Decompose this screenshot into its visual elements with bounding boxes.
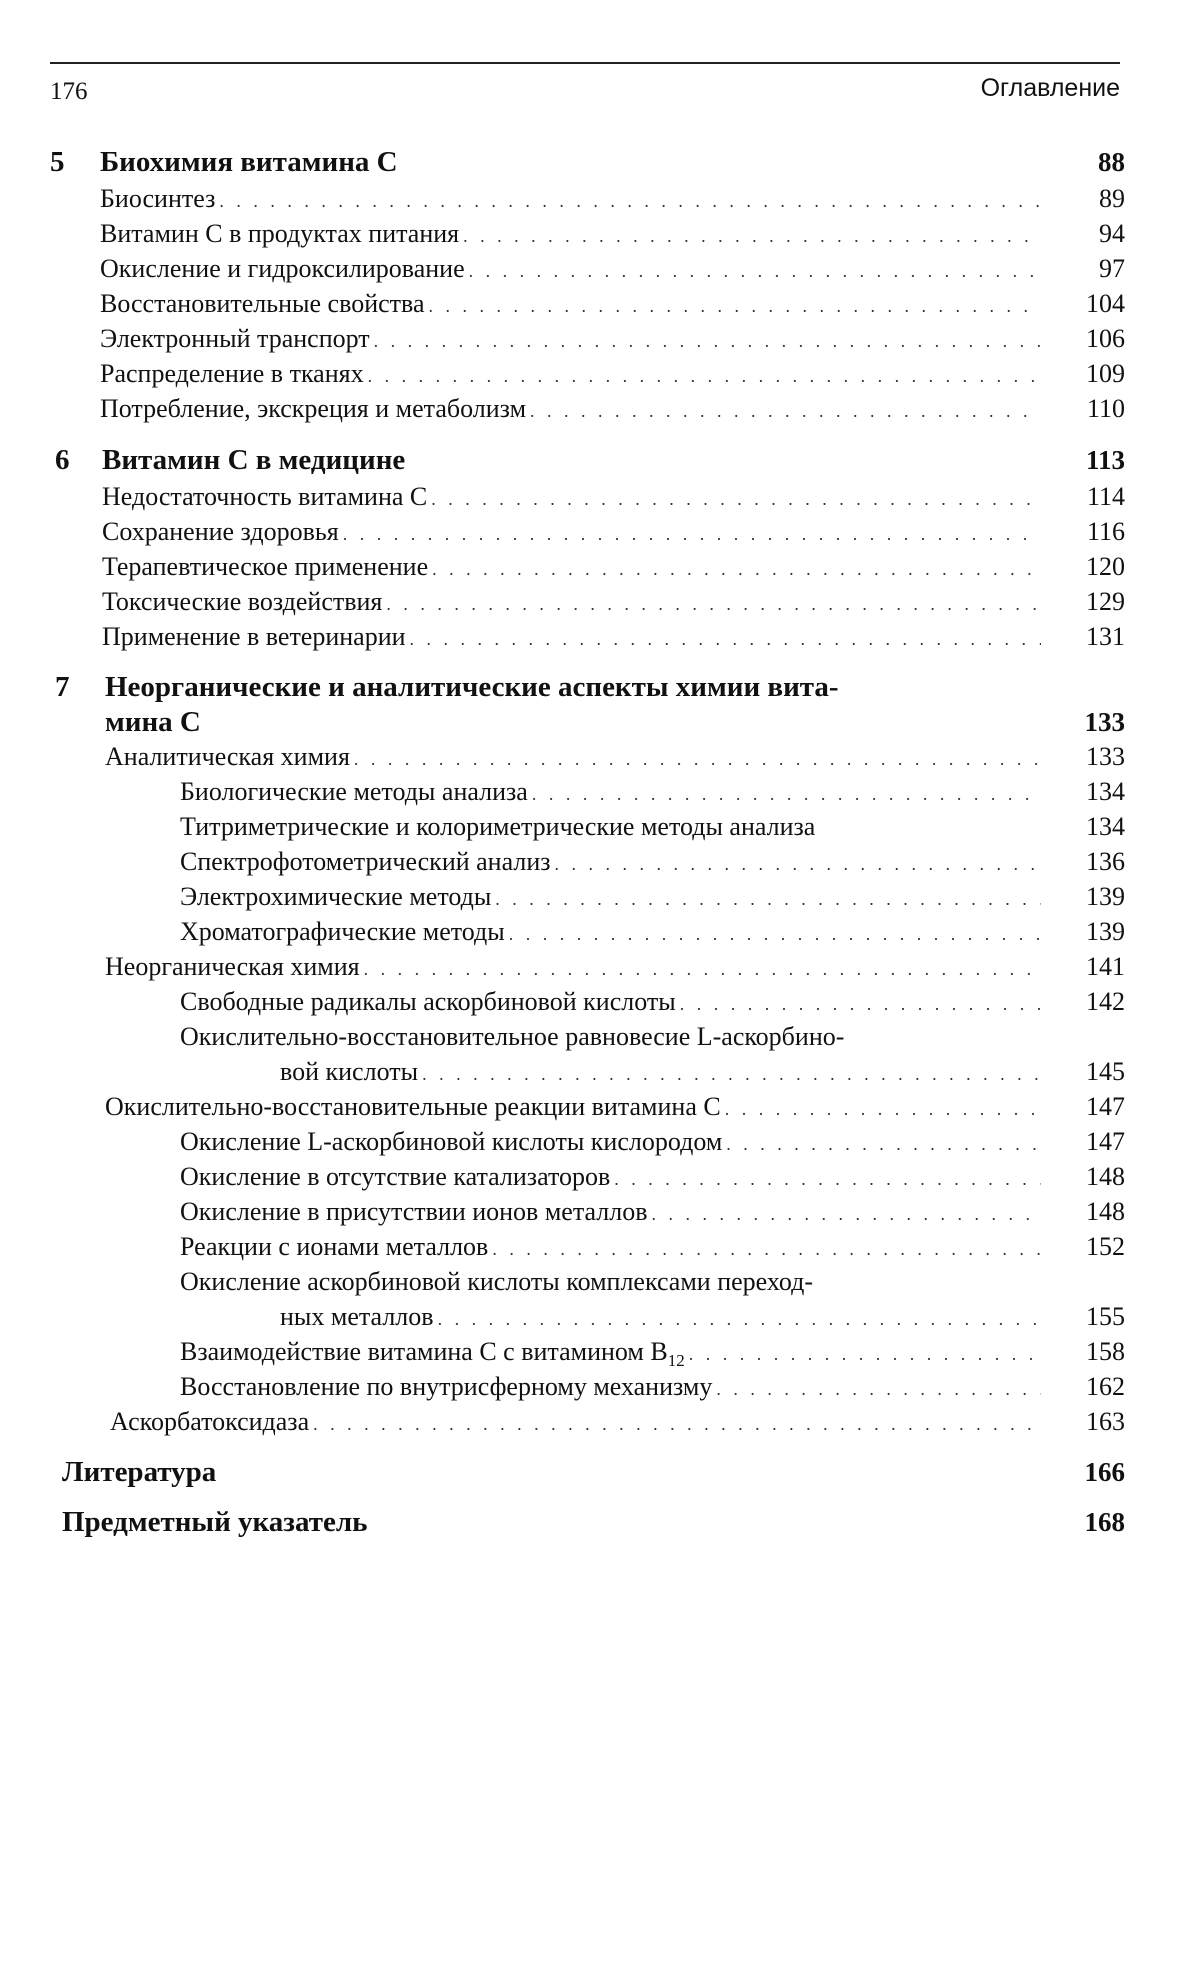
- leader-dots: [428, 289, 1041, 323]
- entry-page: 142: [1086, 987, 1125, 1016]
- leader-dots: [219, 184, 1041, 218]
- leader-dots: [530, 394, 1041, 428]
- entry-title: Витамин С в продуктах питания: [100, 219, 460, 248]
- entry-title: Окисление L-аскорбиновой кислоты кислородом: [180, 1127, 723, 1156]
- toc-entry[interactable]: [0, 480, 1200, 514]
- leader-dots: [555, 847, 1041, 881]
- chapter-title-line-2: мина С: [105, 706, 201, 738]
- entry-page: 145: [1086, 1057, 1125, 1086]
- back-matter-page: 166: [1084, 1457, 1125, 1487]
- entry-title: Окисление в отсутствие катализаторов: [180, 1162, 611, 1191]
- entry-title-text: Взаимодействие витамина С с витамином B: [180, 1337, 668, 1366]
- toc-subentry[interactable]: [0, 1335, 1200, 1369]
- toc-subentry[interactable]: [0, 1125, 1200, 1159]
- toc-subentry[interactable]: [0, 1055, 1200, 1089]
- entry-page: 106: [1086, 324, 1125, 353]
- leader-dots: [652, 1197, 1041, 1231]
- chapter-number: 5: [50, 146, 65, 178]
- entry-title-line-2: ных металлов: [280, 1302, 434, 1331]
- entry-title: Окисление и гидроксилирование: [100, 254, 465, 283]
- entry-title: Недостаточность витамина С: [102, 482, 428, 511]
- leader-dots: [410, 622, 1041, 656]
- toc-entry[interactable]: [0, 740, 1200, 774]
- entry-title: Электрохимические методы: [180, 882, 492, 911]
- toc-entry[interactable]: [0, 287, 1200, 321]
- entry-page: 152: [1086, 1232, 1125, 1261]
- entry-title: Распределение в тканях: [100, 359, 364, 388]
- entry-page: 158: [1086, 1337, 1125, 1366]
- chapter-title-line-1[interactable]: Неорганические и аналитические аспекты химии вита-: [105, 671, 839, 703]
- back-matter-title: Предметный указатель: [62, 1506, 368, 1538]
- chapter-page: 133: [1084, 707, 1125, 737]
- entry-title: Реакции с ионами металлов: [180, 1232, 489, 1261]
- toc-subentry[interactable]: [0, 1300, 1200, 1334]
- entry-title: Сохранение здоровья: [102, 517, 339, 546]
- toc-subentry[interactable]: [0, 1230, 1200, 1264]
- leader-dots: [495, 882, 1041, 916]
- entry-title: Аналитическая химия: [105, 742, 350, 771]
- chapter-number: 7: [55, 671, 70, 703]
- chapter-title: Витамин С в медицине: [102, 444, 406, 476]
- entry-page: 139: [1086, 882, 1125, 911]
- entry-title: Спектрофотометрический анализ: [180, 847, 551, 876]
- entry-page: 147: [1086, 1127, 1125, 1156]
- entry-title: Хроматографические методы: [180, 917, 505, 946]
- leader-dots: [726, 1127, 1041, 1161]
- toc-entry[interactable]: [0, 515, 1200, 549]
- chapter-title: Биохимия витамина С: [100, 146, 398, 178]
- page-number: 176: [50, 78, 88, 105]
- toc-subentry[interactable]: [0, 880, 1200, 914]
- leader-dots: [431, 482, 1041, 516]
- toc-entry[interactable]: [0, 550, 1200, 584]
- toc-chapter-6[interactable]: [0, 443, 1200, 477]
- leader-dots: [532, 777, 1041, 811]
- entry-title-line-2: вой кислоты: [280, 1057, 419, 1086]
- toc-entry[interactable]: [0, 1405, 1200, 1439]
- entry-page: 94: [1099, 219, 1125, 248]
- entry-page: 134: [1086, 777, 1125, 806]
- entry-page: 129: [1086, 587, 1125, 616]
- leader-dots: [716, 1372, 1041, 1406]
- leader-dots: [680, 987, 1041, 1021]
- leader-dots: [313, 1407, 1041, 1441]
- toc-chapter-5[interactable]: [0, 145, 1200, 179]
- leader-dots: [364, 952, 1041, 986]
- toc-literature[interactable]: [0, 1455, 1200, 1489]
- chapter-page: 88: [1098, 147, 1125, 177]
- toc-entry[interactable]: [0, 217, 1200, 251]
- running-head: Оглавление: [980, 74, 1120, 102]
- toc-entry[interactable]: [0, 357, 1200, 391]
- entry-page: 136: [1086, 847, 1125, 876]
- leader-dots: [422, 1057, 1041, 1091]
- entry-title-subscript: 12: [667, 1351, 685, 1371]
- entry-page: 163: [1086, 1407, 1125, 1436]
- toc-chapter-7[interactable]: [0, 705, 1200, 739]
- toc-entry[interactable]: [0, 950, 1200, 984]
- chapter-number: 6: [55, 444, 70, 476]
- toc-entry[interactable]: [0, 1090, 1200, 1124]
- leader-dots: [689, 1337, 1041, 1371]
- leader-dots: [725, 1092, 1041, 1126]
- entry-page: 141: [1086, 952, 1125, 981]
- toc-entry[interactable]: [0, 252, 1200, 286]
- leader-dots: [343, 517, 1041, 551]
- leader-dots: [438, 1302, 1041, 1336]
- entry-title: Токсические воздействия: [102, 587, 383, 616]
- entry-title: Терапевтическое применение: [102, 552, 429, 581]
- entry-title: Применение в ветеринарии: [102, 622, 406, 651]
- header-rule: [50, 62, 1120, 64]
- back-matter-title: Литература: [62, 1456, 217, 1488]
- entry-title: Биологические методы анализа: [180, 777, 528, 806]
- entry-page: 97: [1099, 254, 1125, 283]
- leader-dots: [509, 917, 1041, 951]
- entry-title: Неорганическая химия: [105, 952, 360, 981]
- toc-entry[interactable]: [0, 585, 1200, 619]
- entry-title: Электронный транспорт: [100, 324, 370, 353]
- toc-subentry[interactable]: [0, 810, 1200, 844]
- entry-title-line-1[interactable]: Окислительно-восстановительное равновесие L-аскорбино-: [180, 1022, 845, 1051]
- toc-subentry[interactable]: [0, 985, 1200, 1019]
- leader-dots: [614, 1162, 1041, 1196]
- entry-page: 131: [1086, 622, 1125, 651]
- entry-title: Окислительно-восстановительные реакции витамина С: [105, 1092, 721, 1121]
- entry-page: 147: [1086, 1092, 1125, 1121]
- entry-page: 110: [1086, 394, 1125, 423]
- leader-dots: [368, 359, 1041, 393]
- toc-subentry[interactable]: [0, 915, 1200, 949]
- leader-dots: [354, 742, 1041, 776]
- entry-page: 162: [1086, 1372, 1125, 1401]
- toc-subentry[interactable]: [0, 775, 1200, 809]
- toc-entry[interactable]: [0, 322, 1200, 356]
- entry-title: Восстановление по внутрисферному механизму: [180, 1372, 713, 1401]
- leader-dots: [386, 587, 1041, 621]
- entry-page: 155: [1086, 1302, 1125, 1331]
- toc-subentry[interactable]: [0, 1370, 1200, 1404]
- leader-dots: [374, 324, 1041, 358]
- entry-page: 133: [1086, 742, 1125, 771]
- entry-title: Титриметрические и колориметрические методы анализа: [180, 812, 816, 841]
- entry-page: 109: [1086, 359, 1125, 388]
- entry-title-line-1[interactable]: Окисление аскорбиновой кислоты комплексами переход-: [180, 1267, 814, 1296]
- entry-page: 120: [1086, 552, 1125, 581]
- toc-subentry[interactable]: [0, 845, 1200, 879]
- entry-page: 148: [1086, 1162, 1125, 1191]
- entry-page: 134: [1086, 812, 1125, 841]
- entry-page: 104: [1086, 289, 1125, 318]
- entry-title: Окисление в присутствии ионов металлов: [180, 1197, 648, 1226]
- entry-page: 114: [1086, 482, 1125, 511]
- entry-title: Биосинтез: [100, 184, 216, 213]
- entry-page: 89: [1099, 184, 1125, 213]
- toc-subject-index[interactable]: [0, 1505, 1200, 1539]
- entry-title: Потребление, экскреция и метаболизм: [100, 394, 527, 423]
- leader-dots: [492, 1232, 1041, 1266]
- toc-subentry[interactable]: [0, 1195, 1200, 1229]
- back-matter-page: 168: [1084, 1507, 1125, 1537]
- leader-dots: [469, 254, 1041, 288]
- chapter-page: 113: [1085, 445, 1125, 475]
- entry-title: Свободные радикалы аскорбиновой кислоты: [180, 987, 676, 1016]
- toc-entry[interactable]: [0, 182, 1200, 216]
- entry-title: Восстановительные свойства: [100, 289, 425, 318]
- entry-page: 116: [1086, 517, 1125, 546]
- leader-dots: [432, 552, 1041, 586]
- entry-page: 139: [1086, 917, 1125, 946]
- entry-title: Аскорбатоксидаза: [110, 1407, 310, 1436]
- toc-entry[interactable]: [0, 392, 1200, 426]
- entry-page: 148: [1086, 1197, 1125, 1226]
- toc-subentry[interactable]: [0, 1160, 1200, 1194]
- toc-entry[interactable]: [0, 620, 1200, 654]
- leader-dots: [463, 219, 1041, 253]
